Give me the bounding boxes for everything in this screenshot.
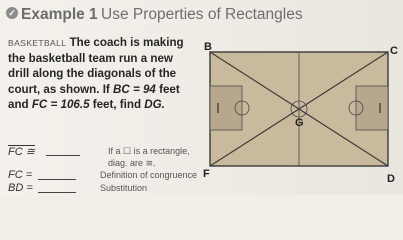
basketball-court-figure bbox=[204, 40, 400, 190]
target-segment: DG. bbox=[144, 98, 165, 112]
point-label-g: G bbox=[295, 117, 304, 129]
vertex-label-f: F bbox=[203, 168, 210, 180]
left-lane bbox=[210, 86, 242, 130]
answer-blank-3[interactable] bbox=[38, 192, 76, 193]
problem-line-2: the basketball team run a new bbox=[8, 51, 173, 65]
problem-line-5-mid: feet, find bbox=[89, 98, 145, 112]
example-subtitle: Use Properties of Rectangles bbox=[101, 6, 303, 23]
problem-tag: BASKETBALL bbox=[8, 38, 67, 48]
vertex-label-b: B bbox=[204, 41, 212, 53]
problem-line-4-prefix: court, as shown. If bbox=[8, 82, 114, 96]
vertex-label-c: C bbox=[390, 45, 398, 57]
answer-blank-2[interactable] bbox=[38, 179, 76, 180]
vertex-label-d: D bbox=[387, 173, 395, 185]
problem-line-5-prefix: and bbox=[8, 98, 32, 112]
problem-statement bbox=[8, 35, 203, 113]
proof-row-2-reason: Definition of congruence bbox=[100, 170, 198, 180]
proof-row-1-reason-1: If a ☐ is a rectangle, bbox=[108, 146, 190, 156]
problem-line-3: drill along the diagonals of the bbox=[8, 67, 177, 81]
proof-row-1-reason-2: diag. are ≅. bbox=[108, 158, 156, 168]
fc-length: FC = 106.5 bbox=[31, 98, 90, 112]
proof-row-3-reason: Substitution bbox=[100, 183, 148, 193]
problem-line-4-suffix: feet bbox=[155, 82, 180, 96]
bc-length: BC = 94 bbox=[113, 82, 156, 96]
proof-row-2-statement: FC = bbox=[8, 169, 33, 181]
proof-row-3-statement: BD = bbox=[8, 182, 33, 194]
proof-row-1-statement: FC ≅ bbox=[8, 146, 35, 158]
example-title: Example 1 bbox=[21, 6, 98, 23]
answer-blank-1[interactable] bbox=[46, 155, 80, 156]
right-lane bbox=[356, 86, 388, 130]
checkmark-circle-icon: ✓ bbox=[6, 7, 18, 19]
problem-line-1: The coach is making bbox=[69, 36, 184, 49]
